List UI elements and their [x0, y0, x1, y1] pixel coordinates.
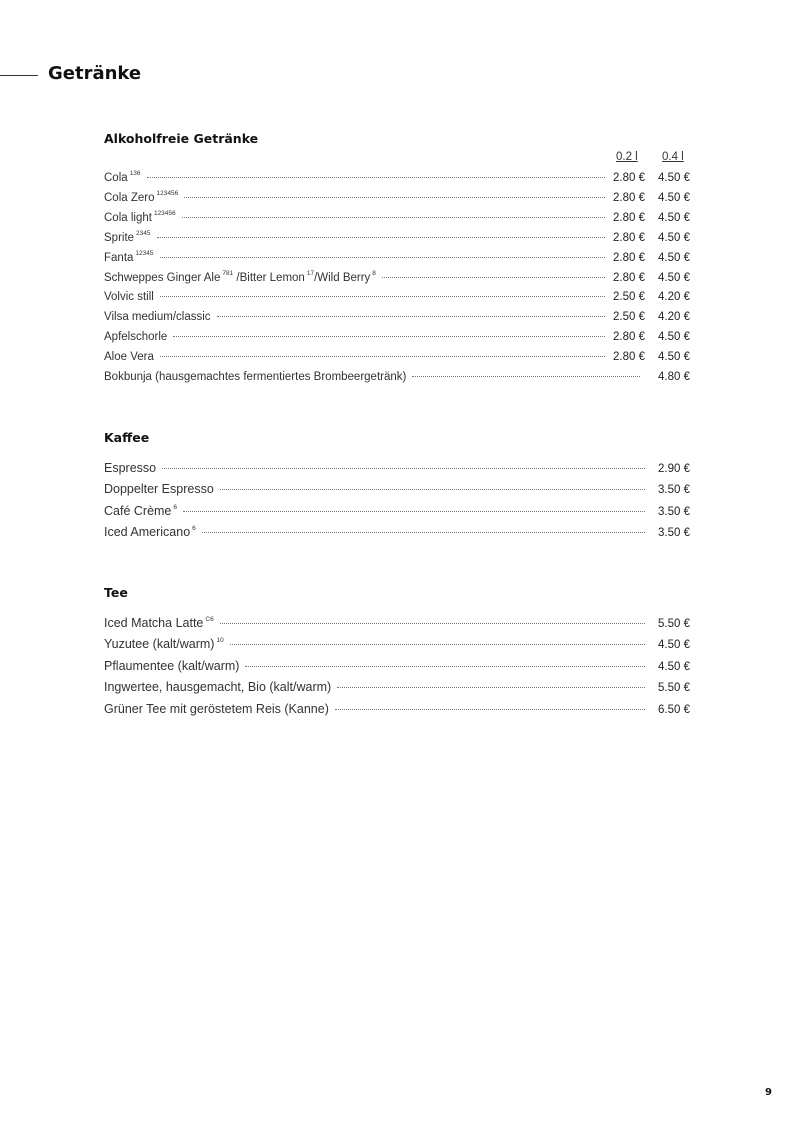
allergen-codes: 2345 [136, 230, 151, 237]
price-large: 4.80 € [658, 371, 690, 383]
item-name: Sprite [104, 231, 135, 244]
dot-leader [230, 644, 645, 645]
menu-item-gruener-tee [104, 702, 690, 720]
price: 6.50 € [658, 704, 690, 716]
page-title: Getränke [48, 63, 142, 84]
dot-leader [157, 237, 605, 238]
price-small: 2.80 € [613, 191, 645, 204]
menu-item-aloe-vera [104, 351, 690, 369]
dot-leader [160, 356, 605, 357]
item-name: Vilsa medium/classic [104, 311, 211, 323]
menu-item-cola [104, 171, 690, 189]
item-name: Cola light [104, 211, 152, 224]
menu-item-espresso [104, 461, 690, 479]
allergen-codes: 781 [222, 270, 234, 277]
price-large: 4.50 € [658, 351, 690, 363]
menu-item-doppelter-espresso [104, 482, 690, 500]
dot-leader [412, 376, 640, 377]
menu-item-yuzutee [104, 637, 690, 655]
item-name-variant: /Wild Berry [314, 271, 371, 284]
item-name: Ingwertee, hausgemacht, Bio (kalt/warm) [104, 680, 332, 694]
menu-item-bokbunja [104, 371, 690, 389]
item-name: Doppelter Espresso [104, 482, 214, 496]
dot-leader [147, 177, 605, 178]
item-name: Pflaumentee (kalt/warm) [104, 659, 240, 673]
price-small: 2.80 € [613, 231, 645, 244]
item-name: Grüner Tee mit geröstetem Reis (Kanne) [104, 702, 329, 716]
item-name: Fanta [104, 251, 134, 264]
dot-leader [337, 687, 645, 688]
allergen-codes: 10 [216, 636, 224, 644]
price: 3.50 € [658, 506, 690, 518]
dot-leader [184, 197, 605, 198]
price: 2.90 € [658, 463, 690, 475]
page-number: 9 [765, 1087, 772, 1098]
header-rule [0, 75, 38, 76]
allergen-codes: 123456 [156, 190, 179, 197]
allergen-codes: 123456 [153, 210, 176, 217]
dot-leader [162, 468, 645, 469]
allergen-codes: 6 [192, 524, 196, 532]
menu-item-volvic [104, 291, 690, 309]
dot-leader [217, 316, 605, 317]
dot-leader [160, 257, 606, 258]
menu-item-apfelschorle [104, 331, 690, 349]
menu-item-schweppes [104, 271, 690, 289]
item-name: Espresso [104, 461, 157, 475]
price: 5.50 € [658, 682, 690, 694]
price-large: 4.50 € [658, 271, 690, 284]
column-header-large: 0.4 l [662, 151, 684, 163]
item-name-variant: /Bitter Lemon [236, 271, 305, 284]
allergen-codes: 12345 [135, 250, 154, 257]
price-large: 4.50 € [658, 251, 690, 264]
price-large: 4.50 € [658, 191, 690, 204]
menu-item-iced-americano [104, 525, 690, 543]
item-name: Bokbunja (hausgemachtes fermentiertes Brombeergetränk) [104, 371, 407, 383]
item-name: Cola Zero [104, 191, 155, 204]
section-title-alkoholfrei: Alkoholfreie Getränke [104, 131, 259, 146]
price-large: 4.20 € [658, 311, 690, 323]
price-small: 2.50 € [613, 311, 645, 323]
price-small: 2.80 € [613, 211, 645, 224]
section-title-tee: Tee [104, 585, 128, 600]
price: 3.50 € [658, 484, 690, 496]
price-small: 2.80 € [613, 251, 645, 264]
item-name: Yuzutee (kalt/warm) [104, 637, 215, 651]
price-small: 2.80 € [613, 271, 645, 284]
menu-item-cola-zero [104, 191, 690, 209]
allergen-codes: 17 [306, 270, 315, 277]
menu-item-pflaumentee [104, 659, 690, 677]
dot-leader [245, 666, 645, 667]
item-name: Schweppes Ginger Ale [104, 271, 221, 284]
allergen-codes: 8 [372, 270, 376, 277]
menu-item-fanta [104, 251, 690, 269]
menu-item-sprite [104, 231, 690, 249]
dot-leader [335, 709, 645, 710]
price-large: 4.50 € [658, 171, 690, 184]
item-name: Apfelschorle [104, 331, 168, 343]
price-small: 2.80 € [613, 331, 645, 343]
price-small: 2.80 € [613, 171, 645, 184]
item-name: Café Crème [104, 504, 172, 518]
price: 4.50 € [658, 661, 690, 673]
price-large: 4.20 € [658, 291, 690, 303]
menu-item-iced-matcha-latte [104, 616, 690, 634]
price: 5.50 € [658, 618, 690, 630]
item-name: Volvic still [104, 291, 154, 303]
dot-leader [183, 511, 645, 512]
dot-leader [182, 217, 605, 218]
menu-item-cola-light [104, 211, 690, 229]
column-header-small: 0.2 l [616, 151, 638, 163]
price: 4.50 € [658, 639, 690, 651]
price: 3.50 € [658, 527, 690, 539]
dot-leader [173, 336, 605, 337]
item-name: Iced Matcha Latte [104, 616, 204, 630]
allergen-codes: 136 [129, 170, 141, 177]
item-name: Cola [104, 171, 128, 184]
price-large: 4.50 € [658, 231, 690, 244]
dot-leader [382, 277, 605, 278]
item-name: Iced Americano [104, 525, 191, 539]
price-small: 2.50 € [613, 291, 645, 303]
item-name: Aloe Vera [104, 351, 154, 363]
dot-leader [202, 532, 645, 533]
menu-item-ingwertee [104, 680, 690, 698]
dot-leader [220, 623, 645, 624]
dot-leader [220, 489, 645, 490]
dot-leader [160, 296, 605, 297]
price-small: 2.80 € [613, 351, 645, 363]
menu-item-vilsa [104, 311, 690, 329]
allergen-codes: C6 [205, 615, 214, 623]
allergen-codes: 6 [173, 503, 178, 511]
section-title-kaffee: Kaffee [104, 430, 150, 445]
price-large: 4.50 € [658, 211, 690, 224]
price-large: 4.50 € [658, 331, 690, 343]
menu-item-cafe-creme [104, 504, 690, 522]
